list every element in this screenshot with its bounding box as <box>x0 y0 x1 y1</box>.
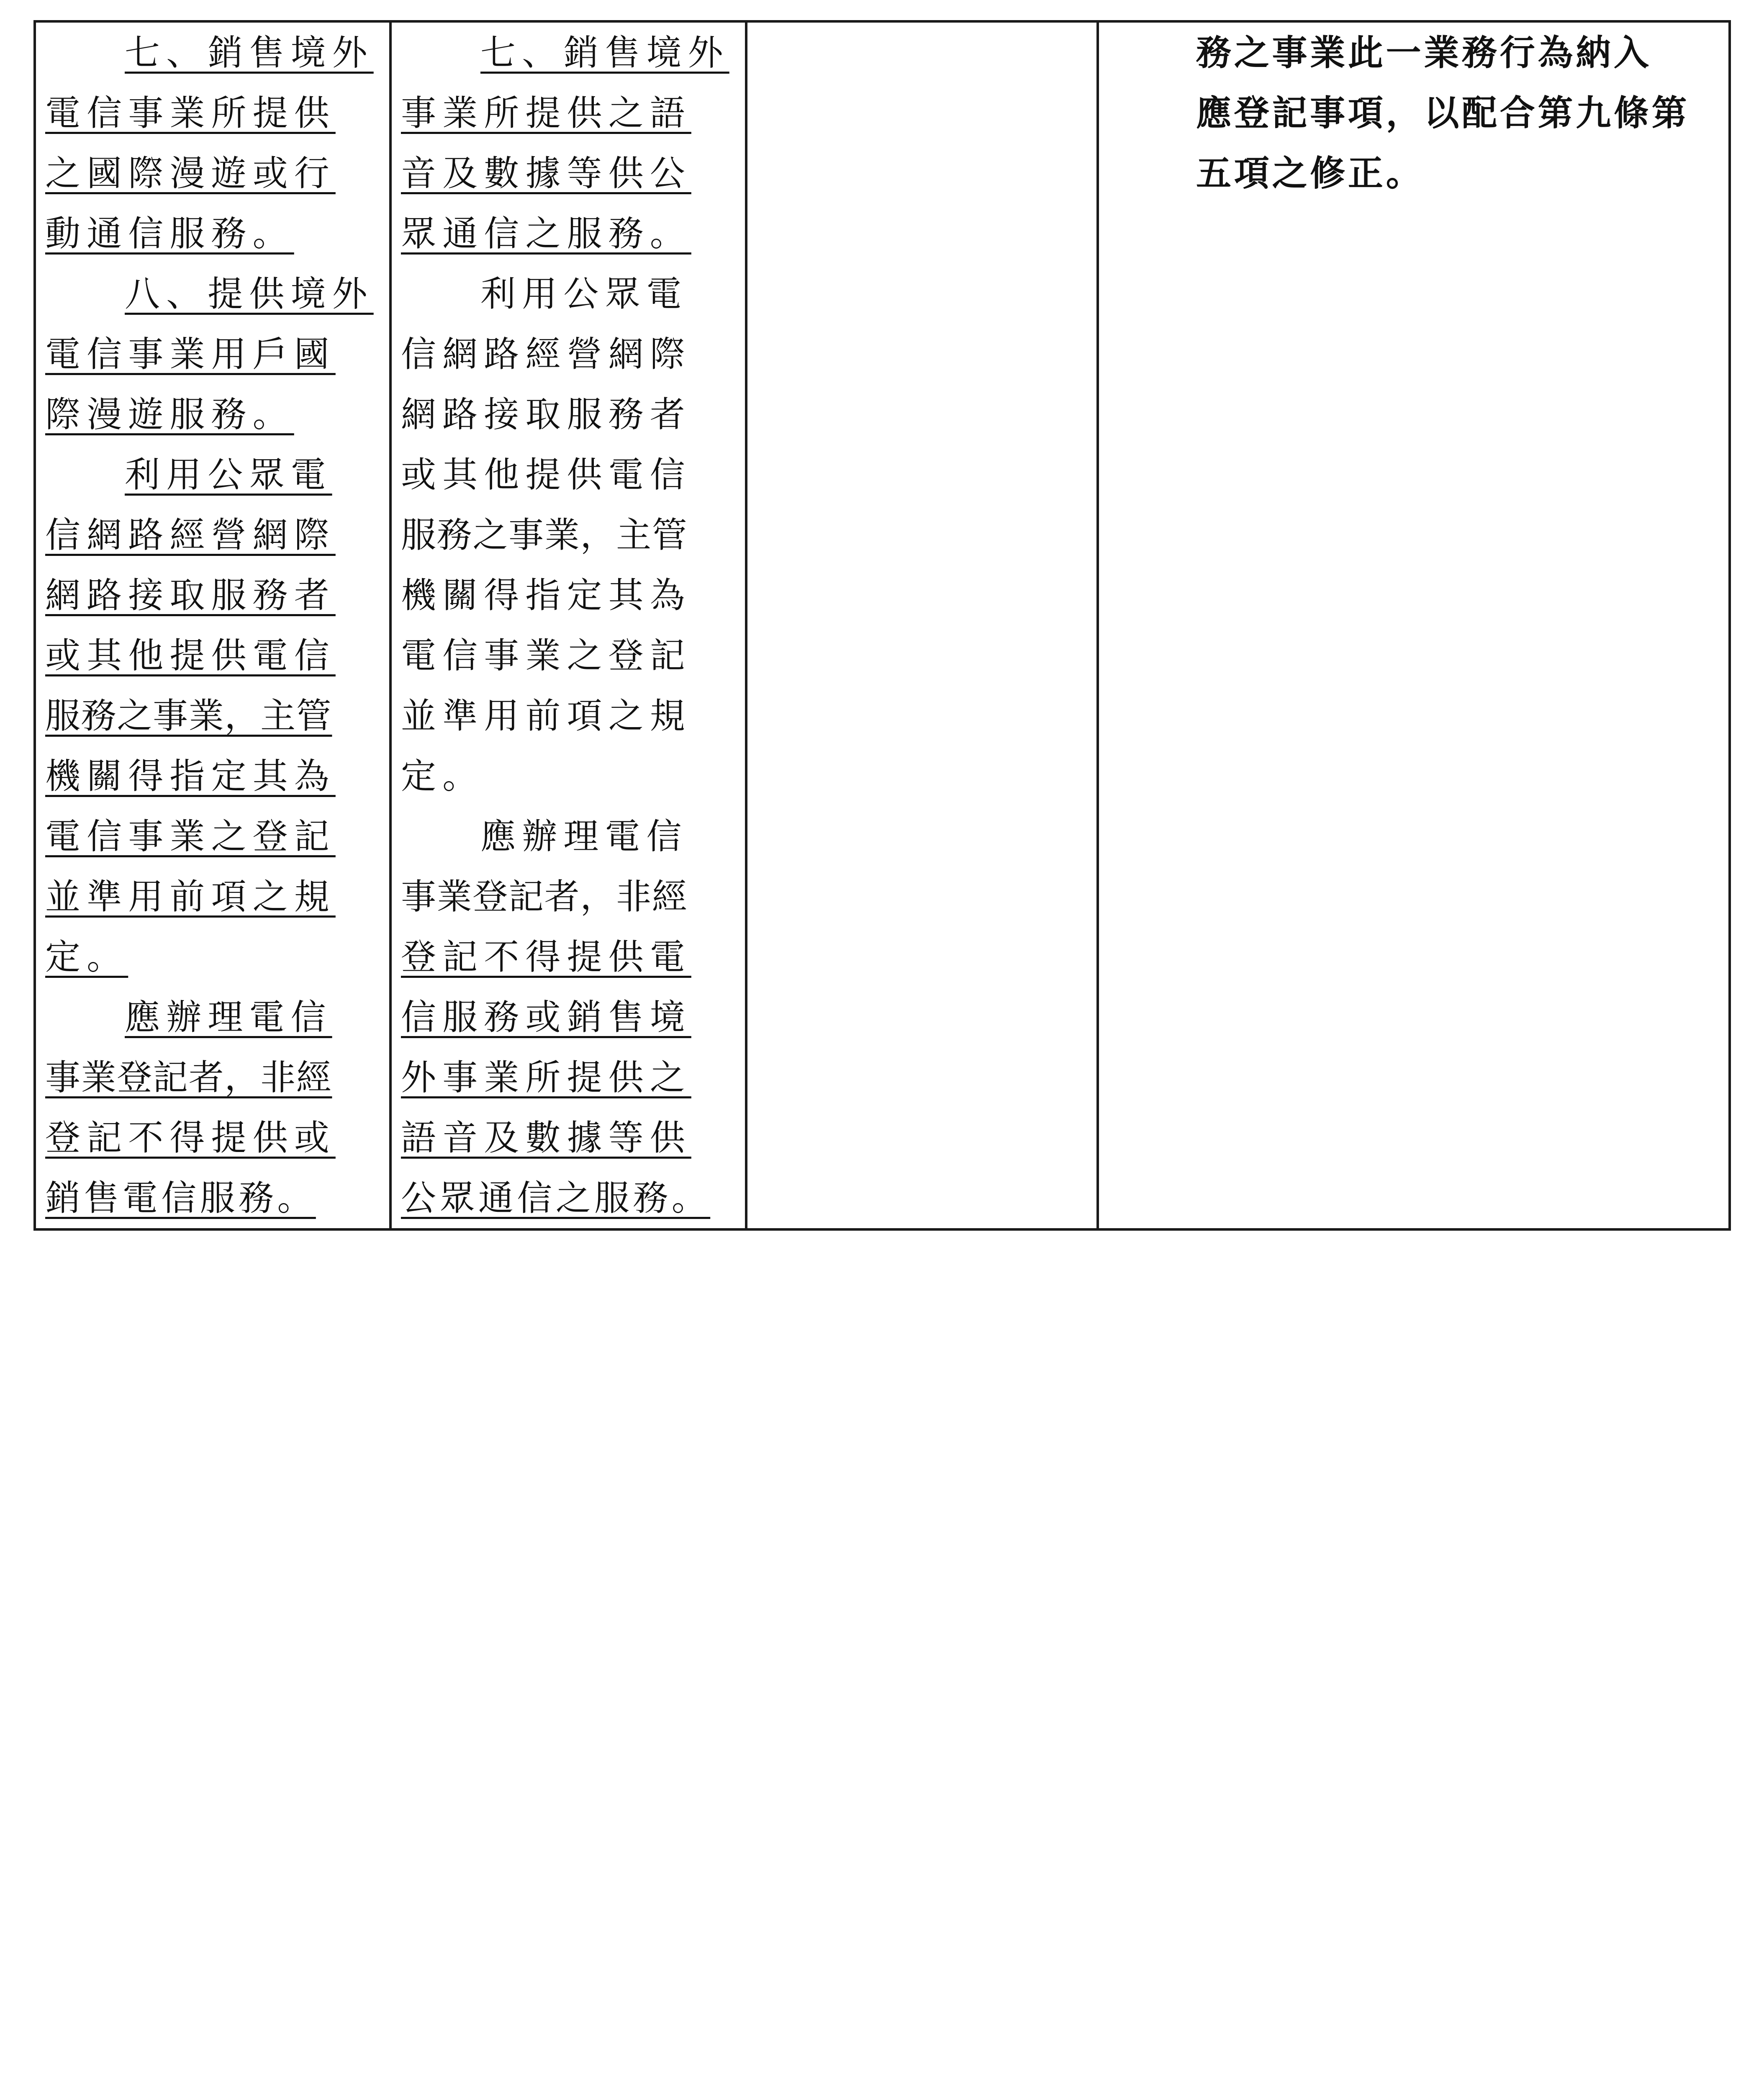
text-line: 電信事業之登記 <box>45 816 336 857</box>
reason-line: 應登記事項，以配合第九條第 <box>1196 93 1690 134</box>
text-line: 事業登記者，非經 <box>401 876 688 917</box>
text-line: 服務之事業，主管 <box>401 514 688 555</box>
text-line: 信服務或銷售境 <box>401 997 691 1038</box>
text-line: 電信事業之登記 <box>401 635 691 676</box>
reason-line: 務之事業此一業務行為納入 <box>1196 32 1652 73</box>
text-line: 利用公眾電 <box>480 273 688 314</box>
text-line: 網路接取服務者 <box>45 575 336 616</box>
reason-cell <box>1098 21 1730 1229</box>
text-line: 際漫遊服務。 <box>45 394 294 435</box>
text-line: 利用公眾電 <box>125 454 332 495</box>
text-line: 信網路經營網際 <box>45 514 336 555</box>
text-line: 應辦理電信 <box>125 997 332 1038</box>
text-line: 銷售電信服務。 <box>45 1178 316 1219</box>
text-line: 動通信服務。 <box>45 213 294 254</box>
text-line: 定。 <box>45 936 128 977</box>
text-line: 音及數據等供公 <box>401 153 691 194</box>
current-text-cell <box>390 21 746 1229</box>
text-line: 事業所提供之語 <box>401 93 691 134</box>
text-line: 事業登記者，非經 <box>45 1057 332 1098</box>
text-line: 服務之事業，主管 <box>45 695 332 736</box>
text-line: 或其他提供電信 <box>401 454 691 495</box>
text-line: 機關得指定其為 <box>45 756 336 797</box>
text-line: 八、提供境外 <box>125 273 374 314</box>
text-line: 之國際漫遊或行 <box>45 153 336 194</box>
text-line: 機關得指定其為 <box>401 575 691 616</box>
text-line: 眾通信之服務。 <box>401 213 691 254</box>
text-line: 七、銷售境外 <box>125 32 374 73</box>
text-line: 登記不得提供電 <box>401 936 691 977</box>
text-line: 語音及數據等供 <box>401 1117 691 1158</box>
empty-cell <box>746 21 1098 1229</box>
comparison-table <box>33 20 1731 1231</box>
text-line: 信網路經營網際 <box>401 334 691 375</box>
text-line: 電信事業用戶國 <box>45 334 336 375</box>
text-line: 應辦理電信 <box>480 816 688 857</box>
reason-line: 五項之修正。 <box>1196 153 1424 194</box>
text-line: 網路接取服務者 <box>401 394 691 435</box>
text-line: 並準用前項之規 <box>45 876 336 917</box>
text-line: 並準用前項之規 <box>401 695 691 736</box>
text-line: 七、銷售境外 <box>480 32 729 73</box>
amended-text-cell <box>35 21 390 1229</box>
text-line: 電信事業所提供 <box>45 93 336 134</box>
text-line: 外事業所提供之 <box>401 1057 691 1098</box>
text-line: 或其他提供電信 <box>45 635 336 676</box>
table-row <box>35 21 1730 1229</box>
text-line: 登記不得提供或 <box>45 1117 336 1158</box>
text-line: 定。 <box>401 756 484 797</box>
text-line: 公眾通信之服務。 <box>401 1178 711 1219</box>
